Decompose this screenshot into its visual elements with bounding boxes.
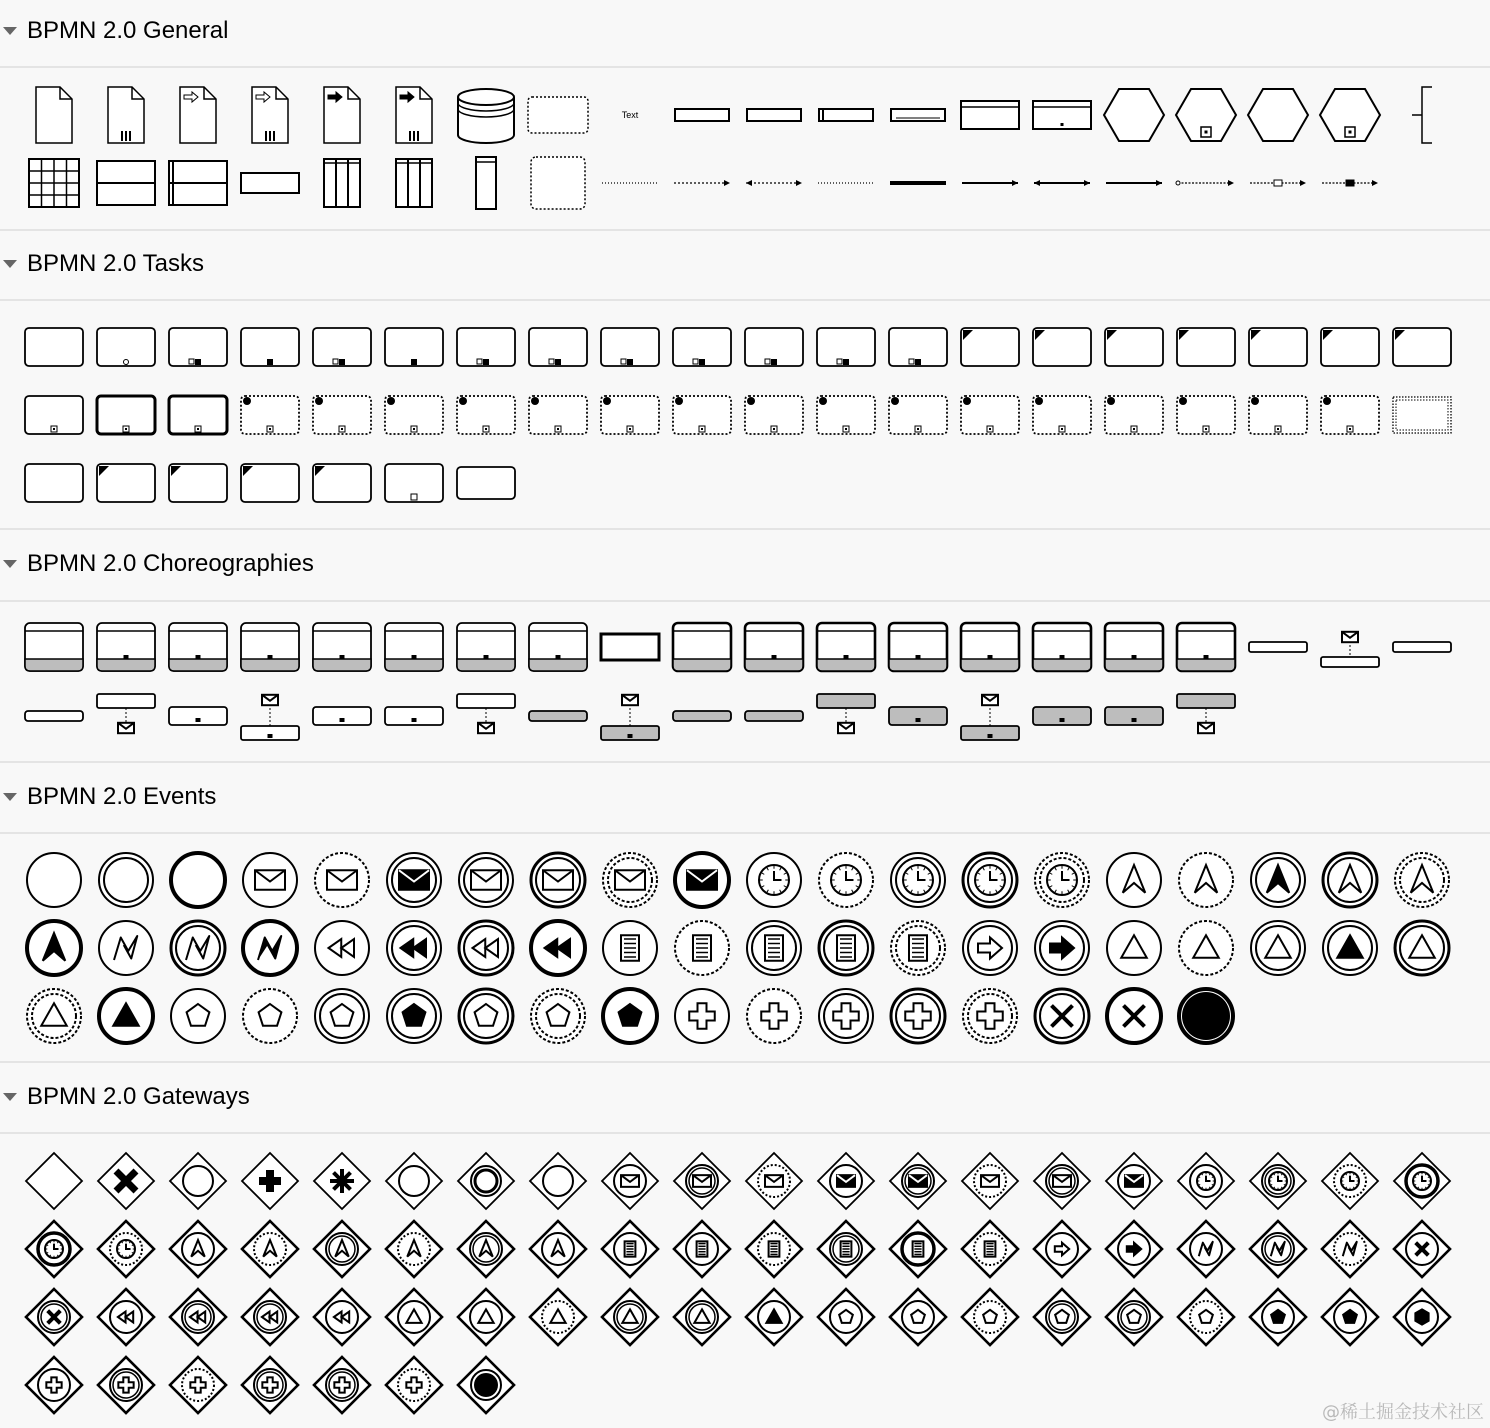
shape-escalation-start[interactable] xyxy=(1107,853,1161,907)
shape-compensation-multi-sub-process[interactable] xyxy=(601,328,659,366)
shape-choreography-loop[interactable] xyxy=(97,623,155,671)
shape-ad-hoc-compensation-multi[interactable] xyxy=(745,328,803,366)
shape-error-gateway-catch[interactable] xyxy=(1322,1221,1378,1277)
shape-annotation-bracket[interactable] xyxy=(1412,87,1432,143)
shape-document[interactable] xyxy=(36,87,72,143)
shape-cancel-end[interactable] xyxy=(1107,989,1161,1043)
shape-event-sub-process-conditional[interactable] xyxy=(529,396,587,434)
shape-ad-hoc-compensation[interactable] xyxy=(673,328,731,366)
shape-event-sub-process-multiple[interactable] xyxy=(817,396,875,434)
shape-timer-start[interactable] xyxy=(747,853,801,907)
shape-multiple-gateway-filled[interactable] xyxy=(26,1357,82,1413)
shape-conditional-gateway-boundary[interactable] xyxy=(818,1221,874,1277)
shape-error-gateway-boundary[interactable] xyxy=(1250,1221,1306,1277)
shape-output-data-collection[interactable] xyxy=(396,87,432,143)
shape-compact-task[interactable] xyxy=(457,467,515,499)
shape-escalation-gateway-throw[interactable] xyxy=(530,1221,586,1277)
section-title: BPMN 2.0 Choreographies xyxy=(27,550,314,577)
shape-parallel-multiple-gateway-throw[interactable] xyxy=(458,1357,514,1413)
shape-shaded-band-thin[interactable] xyxy=(673,711,731,721)
shape-timer-boundary[interactable] xyxy=(963,853,1017,907)
shape-multiple-gateway-throw[interactable] xyxy=(1106,1289,1162,1345)
shape-escalation-throw[interactable] xyxy=(1251,853,1305,907)
shape-escalation-gateway-dotted[interactable] xyxy=(242,1221,298,1277)
shape-task-marker-b[interactable] xyxy=(169,464,227,502)
shape-band-bottom-with-message[interactable] xyxy=(97,694,155,733)
shape-message-intermediate-throw[interactable] xyxy=(387,853,441,907)
shape-choreography-sub-multi[interactable] xyxy=(889,623,947,671)
shape-compensation-sub-process[interactable] xyxy=(529,328,587,366)
shape-message-gateway-non-interrupting[interactable] xyxy=(746,1153,802,1209)
section-title: BPMN 2.0 Gateways xyxy=(27,1083,250,1110)
shape-end-event[interactable] xyxy=(171,853,225,907)
shape-message-gateway-catch[interactable] xyxy=(674,1153,730,1209)
shape-cancel-gateway-boundary[interactable] xyxy=(26,1289,82,1345)
shape-message-gateway-dotted[interactable] xyxy=(962,1153,1018,1209)
shape-non-interrupting-multiple[interactable] xyxy=(1321,396,1379,434)
shape-shaded-band-with-message[interactable] xyxy=(601,695,659,740)
shape-timer-intermediate[interactable] xyxy=(891,853,945,907)
shape-task[interactable] xyxy=(25,328,83,366)
shape-loop-sub-process[interactable] xyxy=(385,328,443,366)
shape-directed-association[interactable] xyxy=(674,180,730,186)
shape-signal-throw[interactable] xyxy=(1323,921,1377,975)
shape-message-gateway[interactable] xyxy=(602,1153,658,1209)
section-title: BPMN 2.0 Events xyxy=(27,783,217,810)
shape-receive-task[interactable] xyxy=(961,328,1019,366)
shape-escalation-gateway-catch[interactable] xyxy=(458,1221,514,1277)
shape-signal-gateway-catch[interactable] xyxy=(458,1289,514,1345)
shape-conditional-gateway-end[interactable] xyxy=(890,1221,946,1277)
shape-band-with-marker[interactable] xyxy=(313,707,371,725)
shape-send-task[interactable] xyxy=(1105,328,1163,366)
shape-event-sub-process-signal[interactable] xyxy=(745,396,803,434)
shape-choreography-sub-loop[interactable] xyxy=(745,623,803,671)
shape-vertical-pool[interactable] xyxy=(324,159,360,207)
shape-inclusive-gateway[interactable] xyxy=(170,1153,226,1209)
shape-parallel-multiple-gateway-non-interrupting[interactable] xyxy=(314,1357,370,1413)
shape-timer-gateway-non-interrupting[interactable] xyxy=(1322,1153,1378,1209)
shape-business-rule-task[interactable] xyxy=(1321,328,1379,366)
shape-timer-gateway-end[interactable] xyxy=(1394,1153,1450,1209)
shape-conditional-boundary[interactable] xyxy=(819,921,873,975)
shape-transaction[interactable] xyxy=(169,396,227,434)
shape-choreography-sub-process[interactable] xyxy=(673,623,731,671)
shape-manual-task[interactable] xyxy=(1177,328,1235,366)
shape-choreography-parallel[interactable] xyxy=(457,623,515,671)
shape-horizontal-lane[interactable] xyxy=(241,173,299,193)
shape-choreography-ad-hoc[interactable] xyxy=(385,623,443,671)
shape-event-sub-process-error[interactable] xyxy=(601,396,659,434)
shape-shaded-band-marker-alt[interactable] xyxy=(1105,707,1163,725)
shape-ad-hoc-sub-process[interactable] xyxy=(169,328,227,366)
section-title: BPMN 2.0 General xyxy=(27,17,229,44)
shape-non-interrupting-conditional[interactable] xyxy=(1177,396,1235,434)
shape-loop-ad-hoc[interactable] xyxy=(817,328,875,366)
shape-parallel-multiple-gateway-boundary[interactable] xyxy=(386,1357,442,1413)
shape-multiple-start[interactable] xyxy=(171,989,225,1043)
shape-shaded-band[interactable] xyxy=(529,711,587,721)
shape-choreography-task[interactable] xyxy=(25,623,83,671)
shape-parallel-multiple-catch[interactable] xyxy=(819,989,873,1043)
shape-service-task[interactable] xyxy=(1249,328,1307,366)
shape-non-interrupting-escalation[interactable] xyxy=(1105,396,1163,434)
shape-choreography-call[interactable] xyxy=(313,623,371,671)
shape-message-boundary-non-interrupting[interactable] xyxy=(603,853,657,907)
shape-message-flow[interactable] xyxy=(1176,180,1234,186)
shape-parallel-sub-process[interactable] xyxy=(457,328,515,366)
shape-call-conversation[interactable] xyxy=(1248,89,1308,141)
shape-intermediate-event[interactable] xyxy=(99,853,153,907)
shape-ad-hoc-task[interactable] xyxy=(889,328,947,366)
shape-choreography-sub-parallel[interactable] xyxy=(1105,623,1163,671)
shape-conditional-intermediate[interactable] xyxy=(747,921,801,975)
shape-error-end[interactable] xyxy=(243,921,297,975)
shape-shaded-band-with-hanging-envelope[interactable] xyxy=(1177,694,1235,733)
shape-signal-catch[interactable] xyxy=(1251,921,1305,975)
shape-timer-gateway-dotted[interactable] xyxy=(98,1221,154,1277)
shape-dotted-sub-process[interactable] xyxy=(1393,397,1451,433)
shape-escalation-gateway[interactable] xyxy=(170,1221,226,1277)
shape-parallel-multiple-gateway[interactable] xyxy=(170,1357,226,1413)
shape-choreography-sub-call[interactable] xyxy=(961,623,1019,671)
shape-conditional-gateway-catch[interactable] xyxy=(674,1221,730,1277)
shape-bidirectional-association[interactable] xyxy=(746,180,802,186)
shape-pool-header-marker[interactable] xyxy=(1033,101,1091,129)
shape-plain-task[interactable] xyxy=(25,464,83,502)
shape-input-data-collection[interactable] xyxy=(252,87,288,143)
shape-conversation[interactable] xyxy=(1104,89,1164,141)
shape-parallel-multiple-boundary[interactable] xyxy=(891,989,945,1043)
shape-event-sub-process[interactable] xyxy=(97,396,155,434)
shape-multiple-gateway-dotted[interactable] xyxy=(1250,1289,1306,1345)
shape-conversation-sub[interactable] xyxy=(1176,89,1236,141)
shape-exclusive-gateway[interactable] xyxy=(98,1153,154,1209)
shape-message-gateway-catch-alt[interactable] xyxy=(1034,1153,1090,1209)
shape-choreography-sub[interactable] xyxy=(169,623,227,671)
shape-band-with-marker-alt[interactable] xyxy=(385,707,443,725)
shape-choreography-compensation[interactable] xyxy=(529,623,587,671)
shape-choreography-sub-compensation[interactable] xyxy=(1177,623,1235,671)
shape-multiple-gateway-end-alt[interactable] xyxy=(1394,1289,1450,1345)
shape-escalation-end[interactable] xyxy=(27,921,81,975)
shape-choreography-multi[interactable] xyxy=(241,623,299,671)
shape-vertical-pool-lanes[interactable] xyxy=(396,159,432,207)
shape-message-flow-with-envelope-filled[interactable] xyxy=(1322,180,1378,186)
shape-call-activity[interactable] xyxy=(25,396,83,434)
shape-event-gateway-start[interactable] xyxy=(530,1153,586,1209)
shape-call-conversation-sub[interactable] xyxy=(1320,89,1380,141)
shape-link-gateway-throw[interactable] xyxy=(1106,1221,1162,1277)
shape-task-marker-d[interactable] xyxy=(313,464,371,502)
shape-parallel-gateway[interactable] xyxy=(242,1153,298,1209)
shape-escalation-boundary-non-interrupting[interactable] xyxy=(1395,853,1449,907)
shape-collapsed-sub-process[interactable] xyxy=(241,328,299,366)
shape-link-throw[interactable] xyxy=(1035,921,1089,975)
watermark: @稀土掘金技术社区 xyxy=(1322,1402,1484,1423)
shape-event-gateway-instantiate[interactable] xyxy=(458,1153,514,1209)
shape-participant-band-thin[interactable] xyxy=(1393,642,1451,652)
shape-message-gateway-throw[interactable] xyxy=(818,1153,874,1209)
shape-shaded-band-rounded[interactable] xyxy=(745,711,803,721)
shape-escalation-gateway-non-interrupting[interactable] xyxy=(386,1221,442,1277)
shape-compensation-gateway-throw[interactable] xyxy=(242,1289,298,1345)
shape-conditional-gateway-non-interrupting[interactable] xyxy=(746,1221,802,1277)
shape-dashed-group[interactable] xyxy=(531,157,585,209)
shape-participant-band-with-message[interactable] xyxy=(1321,632,1379,667)
shape-group[interactable] xyxy=(528,97,588,133)
shape-compensation-gateway[interactable] xyxy=(98,1289,154,1345)
shape-escalation-boundary[interactable] xyxy=(1323,853,1377,907)
shape-document-collection[interactable] xyxy=(108,87,144,143)
shape-multiple-end[interactable] xyxy=(603,989,657,1043)
shape-timer-boundary-non-interrupting[interactable] xyxy=(1035,853,1089,907)
shape-compensation-throw[interactable] xyxy=(387,921,441,975)
shape-vertical-lane[interactable] xyxy=(476,157,496,209)
shape-message-intermediate-catch[interactable] xyxy=(459,853,513,907)
shape-swimlane-lane[interactable] xyxy=(747,109,801,121)
shape-escalation-gateway-boundary[interactable] xyxy=(314,1221,370,1277)
shape-cancel-boundary[interactable] xyxy=(1035,989,1089,1043)
shape-error-gateway[interactable] xyxy=(1178,1221,1234,1277)
shape-multiple-gateway-non-interrupting[interactable] xyxy=(962,1289,1018,1345)
shape-cancel-gateway[interactable] xyxy=(1394,1221,1450,1277)
shape-multiple-gateway-boundary[interactable] xyxy=(1034,1289,1090,1345)
shape-parallel-multiple-gateway-catch[interactable] xyxy=(242,1357,298,1413)
shape-choreography-participant[interactable] xyxy=(601,634,659,660)
shape-script-task[interactable] xyxy=(1393,328,1451,366)
shape-output-data[interactable] xyxy=(324,87,360,143)
shape-conditional-start-non-interrupting[interactable] xyxy=(675,921,729,975)
shape-shaded-band-with-top-message[interactable] xyxy=(961,695,1019,740)
shape-message-start-non-interrupting[interactable] xyxy=(315,853,369,907)
shape-multi-instance-sub-process[interactable] xyxy=(313,328,371,366)
shape-pool-header[interactable] xyxy=(961,101,1019,129)
shape-signal-boundary-non-interrupting[interactable] xyxy=(27,989,81,1043)
shape-timer-gateway[interactable] xyxy=(1178,1153,1234,1209)
shape-link-gateway[interactable] xyxy=(1034,1221,1090,1277)
shape-message-band[interactable] xyxy=(241,695,299,740)
shape-horizontal-pool-lanes[interactable] xyxy=(169,161,227,205)
shape-event-sub-process-parallel[interactable] xyxy=(889,396,947,434)
shape-conditional-start[interactable] xyxy=(603,921,657,975)
shape-timer-gateway-catch[interactable] xyxy=(1250,1153,1306,1209)
shape-band-top-rounded[interactable] xyxy=(25,711,83,721)
shape-conditional-boundary-non-interrupting[interactable] xyxy=(891,921,945,975)
shape-choreography-sub-marker[interactable] xyxy=(817,623,875,671)
shape-grid-table[interactable] xyxy=(29,159,79,207)
shape-conditional-gateway[interactable] xyxy=(602,1221,658,1277)
shape-signal-start[interactable] xyxy=(1107,921,1161,975)
shape-message-gateway-end[interactable] xyxy=(1106,1153,1162,1209)
shape-task-loop[interactable] xyxy=(385,464,443,502)
shape-multiple-start-non-interrupting[interactable] xyxy=(243,989,297,1043)
shape-sub-process[interactable] xyxy=(97,328,155,366)
shape-multiple-catch[interactable] xyxy=(315,989,369,1043)
shape-default-flow[interactable] xyxy=(1106,180,1162,186)
shape-multiple-throw[interactable] xyxy=(387,989,441,1043)
shape-choreography-sub-ad-hoc[interactable] xyxy=(1033,623,1091,671)
shape-terminate-end[interactable] xyxy=(1179,989,1233,1043)
shape-signal-gateway-boundary[interactable] xyxy=(602,1289,658,1345)
shape-signal-end[interactable] xyxy=(99,989,153,1043)
text-annotation-label: Text xyxy=(621,110,639,120)
shape-text-annotation[interactable] xyxy=(622,110,639,120)
shape-event-sub-process-message[interactable] xyxy=(313,396,371,434)
shape-event-gateway[interactable] xyxy=(386,1153,442,1209)
shape-multiple-gateway-end[interactable] xyxy=(1178,1289,1234,1345)
shape-initiating-band[interactable] xyxy=(169,707,227,725)
shape-data-store[interactable] xyxy=(458,89,514,143)
shape-signal-gateway-non-interrupting[interactable] xyxy=(530,1289,586,1345)
section-title: BPMN 2.0 Tasks xyxy=(27,250,204,277)
shape-task-marker-a[interactable] xyxy=(97,464,155,502)
shape-non-interrupting-signal[interactable] xyxy=(1249,396,1307,434)
shape-link-catch[interactable] xyxy=(963,921,1017,975)
shape-task-marker-c[interactable] xyxy=(241,464,299,502)
shape-shaded-band-marker[interactable] xyxy=(1033,707,1091,725)
shape-sequence-flow[interactable] xyxy=(962,180,1018,186)
shape-error-boundary[interactable] xyxy=(171,921,225,975)
shape-message-flow-with-envelope[interactable] xyxy=(1250,180,1306,186)
shape-shaded-bottom-band[interactable] xyxy=(889,707,947,725)
shape-event-sub-process-timer[interactable] xyxy=(385,396,443,434)
shape-conditional-gateway-dotted[interactable] xyxy=(962,1221,1018,1277)
shape-gateway[interactable] xyxy=(26,1153,82,1209)
shape-event-sub-process-compensation[interactable] xyxy=(673,396,731,434)
shape-message-start[interactable] xyxy=(243,853,297,907)
shape-escalation-start-non-interrupting[interactable] xyxy=(1179,853,1233,907)
shape-non-interrupting-message[interactable] xyxy=(961,396,1019,434)
shape-complex-gateway[interactable] xyxy=(314,1153,370,1209)
shape-input-data[interactable] xyxy=(180,87,216,143)
shape-signal-gateway-throw[interactable] xyxy=(674,1289,730,1345)
shape-non-interrupting-timer[interactable] xyxy=(1033,396,1091,434)
shape-compensation-gateway-boundary[interactable] xyxy=(170,1289,226,1345)
shape-parallel-multiple-boundary-non-interrupting[interactable] xyxy=(963,989,1017,1043)
shape-star-gateway[interactable] xyxy=(98,1357,154,1413)
shape-signal-gateway-end[interactable] xyxy=(746,1289,802,1345)
shape-multiple-boundary-non-interrupting[interactable] xyxy=(531,989,585,1043)
shape-swimlane-pool[interactable] xyxy=(675,109,729,121)
shape-compensation-start[interactable] xyxy=(315,921,369,975)
shape-multiple-gateway[interactable] xyxy=(818,1289,874,1345)
shape-bidirectional-flow[interactable] xyxy=(1034,180,1090,186)
shape-signal-start-non-interrupting[interactable] xyxy=(1179,921,1233,975)
shape-timer-gateway-boundary[interactable] xyxy=(26,1221,82,1277)
shape-message-intermediate-boundary[interactable] xyxy=(531,853,585,907)
shape-timer-start-non-interrupting[interactable] xyxy=(819,853,873,907)
shape-compensation-boundary[interactable] xyxy=(459,921,513,975)
shape-signal-gateway[interactable] xyxy=(386,1289,442,1345)
shape-message-end[interactable] xyxy=(675,853,729,907)
shape-error-start[interactable] xyxy=(99,921,153,975)
shape-participant-band[interactable] xyxy=(1249,642,1307,652)
shape-swimlane-pool-label[interactable] xyxy=(819,109,873,121)
shape-event-sub-process-escalation[interactable] xyxy=(457,396,515,434)
shape-compensation-end[interactable] xyxy=(531,921,585,975)
shape-parallel-multiple-start-non-interrupting[interactable] xyxy=(747,989,801,1043)
shape-event-sub-process-start[interactable] xyxy=(241,396,299,434)
shape-multiple-gateway-ring[interactable] xyxy=(1322,1289,1378,1345)
shape-multiple-boundary[interactable] xyxy=(459,989,513,1043)
shape-horizontal-pool[interactable] xyxy=(97,161,155,205)
shape-signal-boundary[interactable] xyxy=(1395,921,1449,975)
shape-parallel-multiple-start[interactable] xyxy=(675,989,729,1043)
shape-shaded-band-with-envelope[interactable] xyxy=(817,694,875,733)
shape-start-event[interactable] xyxy=(27,853,81,907)
shape-compensation-gateway-catch[interactable] xyxy=(314,1289,370,1345)
shape-multiple-gateway-catch[interactable] xyxy=(890,1289,946,1345)
shape-message-gateway-boundary[interactable] xyxy=(890,1153,946,1209)
shape-user-task[interactable] xyxy=(1033,328,1091,366)
shape-band-with-hanging-message[interactable] xyxy=(457,694,515,733)
shape-swimlane-lane-label[interactable] xyxy=(891,109,945,121)
